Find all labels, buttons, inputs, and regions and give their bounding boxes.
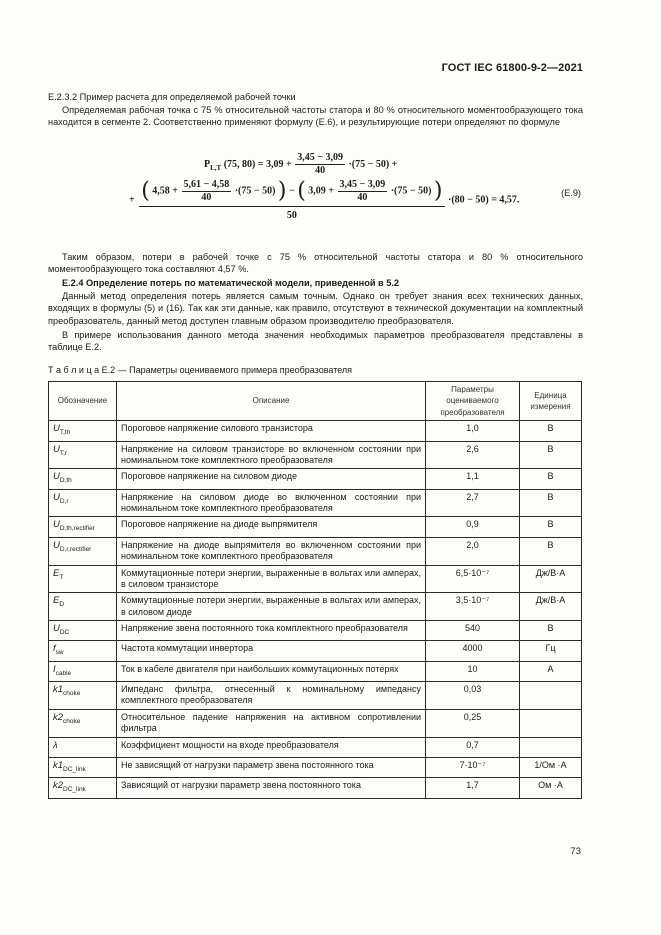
formula-lhs-args: (75, 80) = 3,09 + bbox=[223, 158, 292, 170]
big-fraction-numerator bbox=[139, 178, 444, 207]
section-e232-body: Определяемая рабочая точка с 75 % относительной частоты статора и 80 % относительного моментообразующего тока находится в сегменте 2. Соответственно применяют формулу (E.6), и результирующие потери определяют по формуле bbox=[48, 105, 583, 128]
cell-description: Напряжение звена постоянного тока комплектного преобразователя bbox=[117, 621, 426, 641]
symbol-subscript: D,r bbox=[59, 497, 69, 505]
cell-symbol bbox=[49, 517, 117, 537]
cell-value: 1,1 bbox=[426, 469, 520, 489]
section-e24-paragraph-2: В примере использования данного метода значения необходимых параметров преобразователя представлены в таблице E.2. bbox=[48, 330, 583, 353]
cell-unit bbox=[520, 737, 582, 757]
cell-value: 2,0 bbox=[426, 537, 520, 565]
symbol-main: E bbox=[53, 595, 60, 607]
table-row bbox=[49, 593, 582, 621]
fraction-1-numerator: 3,45 − 3,09 bbox=[297, 152, 343, 163]
formula-line-2 bbox=[129, 178, 519, 222]
cell-value: 6,5·10⁻⁷ bbox=[426, 565, 520, 593]
formula-fraction-2 bbox=[182, 179, 232, 204]
symbol-main: k1 bbox=[53, 684, 64, 696]
term-3a: 3,09 + bbox=[308, 185, 334, 197]
close-paren-icon: ) bbox=[433, 178, 443, 204]
header-symbol: Обозначение bbox=[49, 382, 117, 421]
table-row bbox=[49, 537, 582, 565]
table-body bbox=[49, 421, 582, 798]
cell-value: 0,03 bbox=[426, 682, 520, 710]
cell-description: Напряжение на диоде выпрямителя во включенном состоянии при номинальном токе комплектного преобразователя bbox=[117, 537, 426, 565]
table-row bbox=[49, 469, 582, 489]
cell-symbol bbox=[49, 593, 117, 621]
cell-unit bbox=[520, 682, 582, 710]
table-row bbox=[49, 489, 582, 517]
symbol-subscript: T,r bbox=[59, 449, 68, 457]
formula-plus: + bbox=[129, 194, 135, 206]
cell-description: Пороговое напряжение на силовом диоде bbox=[117, 469, 426, 489]
cell-description: Коэффициент мощности на входе преобразователя bbox=[117, 737, 426, 757]
formula-term-1: ·(75 − 50) + bbox=[348, 158, 398, 170]
symbol-main: k2 bbox=[53, 711, 64, 723]
symbol-subscript: D,th bbox=[59, 477, 72, 485]
cell-symbol bbox=[49, 441, 117, 469]
cell-unit: В bbox=[520, 421, 582, 441]
close-paren-icon: ) bbox=[277, 178, 287, 204]
term-2b: ·(75 − 50) bbox=[234, 185, 276, 197]
symbol-main: U bbox=[53, 519, 60, 531]
fraction-3-numerator: 3,45 − 3,09 bbox=[339, 179, 386, 190]
standard-header: ГОСТ IEC 61800-9-2—2021 bbox=[441, 62, 583, 74]
cell-value: 1,0 bbox=[426, 421, 520, 441]
cell-value: 0,9 bbox=[426, 517, 520, 537]
symbol-main: k2 bbox=[53, 780, 64, 792]
formula-lhs-sub: L,T bbox=[210, 163, 222, 172]
symbol-subscript: D bbox=[59, 601, 65, 609]
cell-description: Относительное падение напряжения на активном сопротивлении фильтра bbox=[117, 709, 426, 737]
cell-symbol bbox=[49, 469, 117, 489]
cell-unit: 1/Ом ·А bbox=[520, 757, 582, 777]
symbol-main: U bbox=[53, 539, 60, 551]
table-caption: Т а б л и ц а E.2 — Параметры оцениваемого примера преобразователя bbox=[48, 365, 353, 375]
symbol-subscript: DC_link bbox=[63, 786, 86, 794]
cell-unit: Ом ·А bbox=[520, 778, 582, 798]
symbol-main: U bbox=[53, 423, 60, 435]
table-row bbox=[49, 441, 582, 469]
symbol-subscript: D,r,rectifier bbox=[59, 545, 92, 553]
cell-unit: В bbox=[520, 537, 582, 565]
open-paren-icon: ( bbox=[141, 178, 150, 204]
header-value: Параметры оцениваемого преобразователя bbox=[426, 382, 520, 421]
table-row bbox=[49, 641, 582, 661]
cell-unit: А bbox=[520, 661, 582, 681]
symbol-main: I bbox=[53, 663, 56, 675]
cell-description: Ток в кабеле двигателя при наибольших коммутационных потерях bbox=[117, 661, 426, 681]
cell-symbol bbox=[49, 778, 117, 798]
header-description: Описание bbox=[117, 382, 426, 421]
table-row bbox=[49, 737, 582, 757]
formula-fraction-1 bbox=[295, 152, 345, 177]
table-row bbox=[49, 517, 582, 537]
section-e24-paragraph-1: Данный метод определения потерь является самым точным. Однако он требует знания всех технических данных, входящих в формулы (5) и (16). Так как эти данные, как правило, отсутствуют в технической документации на комплектный преобразователь, данный метод доступен главным образом производителю преобразователя. bbox=[48, 291, 583, 326]
cell-value: 540 bbox=[426, 621, 520, 641]
term-2a: 4,58 + bbox=[152, 185, 178, 197]
table-row bbox=[49, 661, 582, 681]
symbol-main: λ bbox=[53, 739, 58, 751]
formula-fraction-3 bbox=[338, 179, 388, 204]
cell-unit: В bbox=[520, 441, 582, 469]
cell-unit: Дж/В·А bbox=[520, 565, 582, 593]
cell-symbol bbox=[49, 682, 117, 710]
parameters-table bbox=[48, 381, 582, 799]
symbol-subscript: T,th bbox=[59, 429, 71, 437]
table-row bbox=[49, 565, 582, 593]
cell-unit: В bbox=[520, 621, 582, 641]
symbol-main: U bbox=[53, 471, 60, 483]
fraction-3-denominator: 40 bbox=[357, 192, 368, 203]
cell-value: 4000 bbox=[426, 641, 520, 661]
cell-symbol bbox=[49, 661, 117, 681]
cell-symbol bbox=[49, 641, 117, 661]
cell-value: 3,5·10⁻⁷ bbox=[426, 593, 520, 621]
symbol-subscript: choke bbox=[63, 717, 81, 725]
cell-description: Коммутационные потери энергии, выраженные в вольтах или амперах, в силовом транзисторе bbox=[117, 565, 426, 593]
cell-unit: В bbox=[520, 517, 582, 537]
symbol-subscript: DC_link bbox=[63, 765, 86, 773]
table-header-row bbox=[49, 382, 582, 421]
formula-minus: − bbox=[289, 185, 295, 197]
section-e232-title: E.2.3.2 Пример расчета для определяемой рабочей точки bbox=[48, 92, 296, 102]
cell-symbol bbox=[49, 757, 117, 777]
cell-symbol bbox=[49, 489, 117, 517]
table-row bbox=[49, 709, 582, 737]
symbol-main: f bbox=[53, 643, 56, 655]
formula-tail: ·(80 − 50) = 4,57. bbox=[448, 194, 520, 206]
table-row bbox=[49, 421, 582, 441]
cell-description: Частота коммутации инвертора bbox=[117, 641, 426, 661]
big-fraction-denominator: 50 bbox=[286, 210, 297, 221]
cell-value: 2,7 bbox=[426, 489, 520, 517]
cell-description: Пороговое напряжение силового транзистора bbox=[117, 421, 426, 441]
cell-unit: В bbox=[520, 469, 582, 489]
table-row bbox=[49, 682, 582, 710]
cell-unit bbox=[520, 709, 582, 737]
symbol-subscript: sw bbox=[55, 649, 64, 657]
formula-big-fraction bbox=[139, 178, 444, 222]
cell-value: 1,7 bbox=[426, 778, 520, 798]
cell-value: 7·10⁻⁷ bbox=[426, 757, 520, 777]
cell-description: Пороговое напряжение на диоде выпрямителя bbox=[117, 517, 426, 537]
symbol-main: U bbox=[53, 491, 60, 503]
cell-value: 0,25 bbox=[426, 709, 520, 737]
equation-number: (E.9) bbox=[561, 188, 581, 198]
cell-symbol bbox=[49, 709, 117, 737]
cell-description: Коммутационные потери энергии, выраженные в вольтах или амперах, в силовом диоде bbox=[117, 593, 426, 621]
formula-line-1 bbox=[204, 152, 397, 177]
symbol-subscript: DC bbox=[59, 629, 70, 637]
header-unit: Единица измерения bbox=[520, 382, 582, 421]
cell-unit: Гц bbox=[520, 641, 582, 661]
term-3b: ·(75 − 50) bbox=[390, 185, 432, 197]
symbol-main: k1 bbox=[53, 759, 64, 771]
symbol-main: U bbox=[53, 623, 60, 635]
section-e24-title: E.2.4 Определение потерь по математической модели, приведенной в 5.2 bbox=[62, 278, 400, 288]
table-row bbox=[49, 757, 582, 777]
symbol-subscript: D,th,rectifier bbox=[59, 525, 95, 533]
fraction-1-denominator: 40 bbox=[315, 165, 326, 176]
symbol-subscript: choke bbox=[63, 689, 81, 697]
cell-symbol bbox=[49, 537, 117, 565]
cell-value: 10 bbox=[426, 661, 520, 681]
page-number: 73 bbox=[570, 846, 581, 857]
cell-unit: В bbox=[520, 489, 582, 517]
table-row bbox=[49, 621, 582, 641]
result-paragraph: Таким образом, потери в рабочей точке с 75 % относительной частоты статора и 80 % относительного моментообразующего тока составляют 4,57 %. bbox=[48, 252, 583, 275]
open-paren-icon: ( bbox=[297, 178, 306, 204]
symbol-main: U bbox=[53, 443, 60, 455]
formula-lhs: P bbox=[204, 158, 211, 170]
cell-description: Зависящий от нагрузки параметр звена постоянного тока bbox=[117, 778, 426, 798]
cell-description: Импеданс фильтра, отнесенный к номинальному импедансу комплектного преобразователя bbox=[117, 682, 426, 710]
cell-symbol bbox=[49, 565, 117, 593]
cell-value: 2,6 bbox=[426, 441, 520, 469]
cell-symbol bbox=[49, 421, 117, 441]
cell-value: 0,7 bbox=[426, 737, 520, 757]
fraction-2-numerator: 5,61 − 4,58 bbox=[183, 179, 230, 190]
symbol-subscript: T bbox=[59, 573, 64, 581]
symbol-main: E bbox=[53, 567, 60, 579]
cell-description: Напряжение на силовом диоде во включенном состоянии при номинальном токе комплектного преобразователя bbox=[117, 489, 426, 517]
cell-description: Не зависящий от нагрузки параметр звена постоянного тока bbox=[117, 757, 426, 777]
cell-symbol bbox=[49, 737, 117, 757]
table-row bbox=[49, 778, 582, 798]
cell-description: Напряжение на силовом транзисторе во включенном состоянии при номинальном токе комплектного преобразователя bbox=[117, 441, 426, 469]
cell-symbol bbox=[49, 621, 117, 641]
cell-unit: Дж/В·А bbox=[520, 593, 582, 621]
symbol-subscript: cable bbox=[55, 669, 72, 677]
fraction-2-denominator: 40 bbox=[201, 192, 212, 203]
